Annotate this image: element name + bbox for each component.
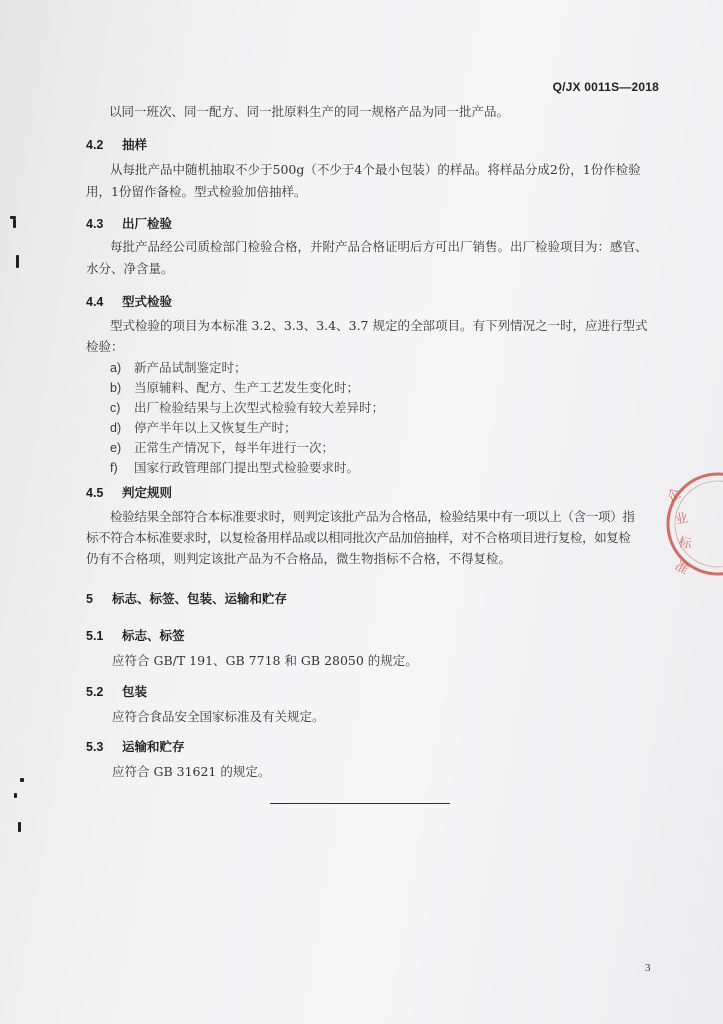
company-seal [656,462,723,592]
section-4-4-line-1: 型式检验的项目为本标准 3.2、3.3、3.4、3.7 规定的全部项目。有下列情况之一时，应进行型式 [110,318,648,333]
seal-char: 业 [674,510,690,528]
seal-char: 准 [672,558,691,578]
section-5-2-heading [86,682,147,700]
seal-stamp-icon [656,462,723,592]
section-5-heading [86,589,287,607]
section-4-5-line-3: 仍有不合格项，则判定该批产品为不合格品，微生物指标不合格，不得复检。 [86,551,512,566]
section-4-5-heading [86,483,172,501]
page-number: 3 [645,962,651,974]
intro-paragraph: 以同一班次、同一配方、同一批原料生产的同一规格产品为同一批产品。 [109,104,510,119]
section-5-2-text: 应符合食品安全国家标准及有关规定。 [112,709,325,724]
section-5-1-heading [86,626,185,644]
list-item: d) 停产半年以上又恢复生产时； [110,420,297,435]
scan-mark [13,219,16,228]
section-number: 5 [86,592,93,606]
scan-mark [16,255,19,268]
seal-char: 标 [677,535,693,553]
section-number: 4.2 [86,138,104,152]
section-title: 出厂检验 [122,216,173,231]
section-title: 包装 [122,684,148,699]
section-number: 4.4 [86,295,104,309]
scan-mark [20,778,24,782]
list-item: f) 国家行政管理部门提出型式检验要求时。 [110,460,360,475]
section-number: 5.3 [86,740,104,754]
list-item: c) 出厂检验结果与上次型式检验有较大差异时； [110,400,385,415]
section-title: 判定规则 [122,485,173,500]
section-4-4-heading [86,292,172,310]
list-item: b) 当原辅料、配方、生产工艺发生变化时； [110,380,360,395]
end-rule [270,803,450,804]
section-4-2-line-1: 从每批产品中随机抽取不少于500g（不少于4个最小包装）的样品。将样品分成2份，1份作检验 [110,162,641,177]
section-4-5-line-2: 标不符合本标准要求时，以复检备用样品或以相同批次产品加倍抽样，对不合格项目进行复检，如复检 [86,530,631,545]
section-4-4-line-2: 检验： [86,339,124,354]
document-code: Q/JX 0011S—2018 [552,80,659,94]
section-title: 标志、标签 [122,628,185,643]
section-4-3-heading [86,214,172,232]
section-4-2-heading [86,135,147,153]
seal-char: 企 [664,486,684,506]
section-number: 5.1 [86,629,104,643]
section-number: 4.3 [86,217,104,231]
section-4-3-line-1: 每批产品经公司质检部门检验合格，并附产品合格证明后方可出厂销售。出厂检验项目为：感官、 [110,239,648,254]
section-4-5-line-1: 检验结果全部符合本标准要求时，则判定该批产品为合格品，检验结果中有一项以上（含一项）指 [110,509,635,524]
section-title: 抽样 [122,137,148,152]
section-number: 4.5 [86,486,104,500]
list-item: a) 新产品试制鉴定时； [110,360,247,375]
scan-mark [18,822,21,832]
scan-mark [14,793,17,798]
condition-list [110,358,384,478]
section-5-3-heading [86,737,185,755]
section-5-1-text: 应符合 GB/T 191、GB 7718 和 GB 28050 的规定。 [112,653,418,668]
section-4-3-line-2: 水分、净含量。 [86,261,174,276]
section-5-3-text: 应符合 GB 31621 的规定。 [112,764,271,779]
section-number: 5.2 [86,685,104,699]
section-title: 型式检验 [122,294,173,309]
section-4-2-line-2: 用，1份留作备检。型式检验加倍抽样。 [86,184,307,199]
section-title: 标志、标签、包装、运输和贮存 [112,591,288,606]
list-item: e) 正常生产情况下，每半年进行一次； [110,440,335,455]
section-title: 运输和贮存 [122,739,185,754]
